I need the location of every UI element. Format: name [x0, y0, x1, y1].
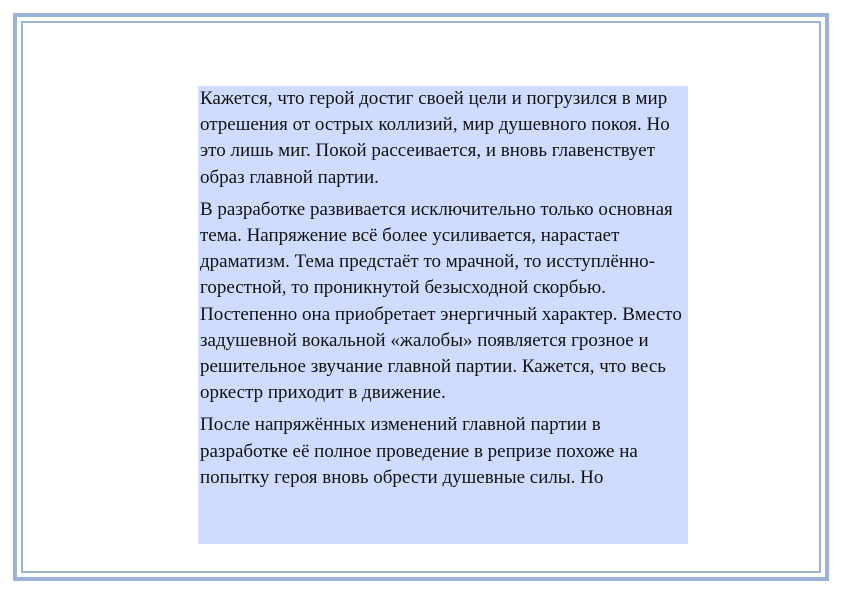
paragraph-3: После напряжённых изменений главной партии в разработке её полное проведение в репризе похоже на попытку героя вновь обрести душевные силы. Но: [200, 414, 638, 488]
paragraph-2: В разработке развивается исключительно только основная тема. Напряжение всё более усиливается, нарастает драматизм. Тема предстаёт то мрачной, то исступлённо-горестной, то проникнутой безысходной скорбью. Постепенно она приобретает энергичный характер. Вместо задушевной вокальной «жалобы» появляется грозное и решительное звучание главной партии. Кажется, что весь оркестр приходит в движение.: [200, 198, 682, 404]
paragraph-1: Кажется, что герой достиг своей цели и погрузился в мир отрешения от острых коллизий, мир душевного покоя. Но это лишь миг. Покой рассеивается, и вновь главенствует образ главной партии.: [200, 88, 670, 188]
text-block: [198, 86, 688, 544]
